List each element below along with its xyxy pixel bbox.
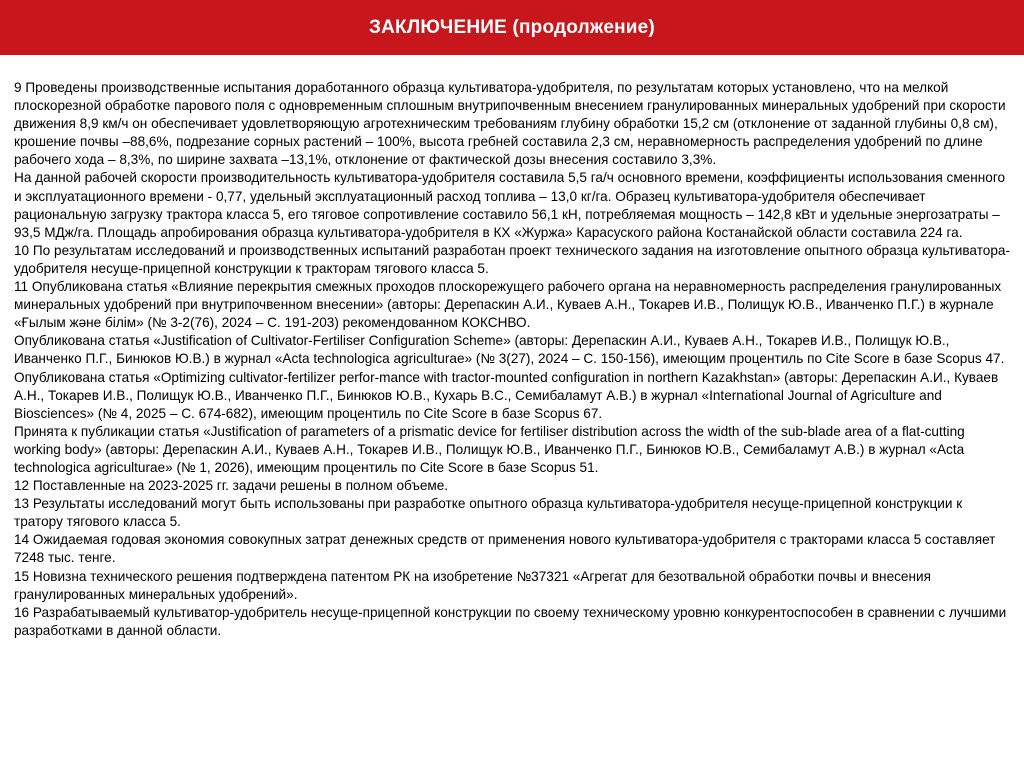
slide-title: ЗАКЛЮЧЕНИЕ (продолжение): [369, 16, 655, 38]
paragraph-item-10: 10 По результатам исследований и производственных испытаний разработан проект технического задания на изготовление опытного образца культиватора-удобрителя несуще-прицепной конструкции к тракторам тягового класса 5.: [14, 242, 1010, 276]
paragraph-item-12: 12 Поставленные на 2023-2025 гг. задачи решены в полном объеме.: [14, 478, 449, 494]
paragraph-item-16: 16 Разрабатываемый культиватор-удобритель несуще-прицепной конструкции по своему техническому уровню конкурентоспособен в сравнении с лучшими разработками в данной области.: [14, 604, 1007, 638]
conclusion-body: [14, 79, 1010, 640]
paragraph-item-15: 15 Новизна технического решения подтверждена патентом РК на изобретение №37321 «Агрегат для безотвальной обработки почвы и внесения гранулированных минеральных удобрений».: [14, 568, 931, 602]
paragraph-item-9: 9 Проведены производственные испытания доработанного образца культиватора-удобрителя, по результатам которых установлено, что на мелкой плоскорезной обработке парового поля с одновременным сплошным внутрипочвенным внесением гранулированных минеральных удобрений при скорости движения 8,9 км/ч он обеспечивает удовлетворяющую агротехническим требованиям глубину обработки 15,2 см (отклонение от заданной глубины 0,8 см), крошение почвы –88,6%, подрезание сорных растений – 100%, высота гребней составила 2,3 см, неравномерность распределения удобрений по длине рабочего хода – 8,3%, по ширине захвата –13,1%, отклонение от фактической дозы внесения составило 3,3%.: [14, 80, 1006, 168]
paragraph-publication-acta-2024: Опубликована статья «Justification of Cultivator-Fertiliser Configuration Scheme» (авторы: Дерепаскин А.И., Куваев А.Н., Токарев И.В., Полищук Ю.В., Иванченко П.Г., Бинюков Ю.В.) в журнал «Acta technologica agriculturae» (№ 3(27), 2024 – С. 150-156), имеющим процентиль по Cite Score в базе Scopus 47.: [14, 333, 1005, 367]
paragraph-productivity: На данной рабочей скорости производительность культиватора-удобрителя составила 5,5 га/ч основного времени, коэффициенты использования сменного и эксплуатационного времени - 0,77, удельный эксплуатационный расход топлива – 13,0 кг/га. Образец культиватора-удобрителя обеспечивает рациональную загрузку трактора класса 5, его тяговое сопротивление составило 56,1 кН, потребляемая мощность – 142,8 кВт и удельные энергозатраты – 93,5 МДж/га. Площадь апробирования образца культиватора-удобрителя в КХ «Журжа» Карасуского района Костанайской области составила 224 га.: [14, 170, 1006, 240]
paragraph-publication-acta-2026: Принята к публикации статья «Justification of parameters of a prismatic device for fertiliser distribution across the width of the sub-blade area of a flat-cutting working body» (авторы: Дерепаскин А.И., Куваев А.Н., Токарев И.В., Полищук Ю.В., Иванченко П.Г., Бинюков Ю.В., Семибаламут А.В.) в журнал «Acta technologica agriculturae» (№ 1, 2026), имеющим процентиль по Cite Score в базе Scopus 51.: [14, 423, 965, 475]
paragraph-publication-ijab-2025: Опубликована статья «Optimizing cultivator-fertilizer perfor-mance with tractor-mounted configuration in northern Kazakhstan» (авторы: Дерепаскин А.И., Куваев А.Н., Токарев И.В., Полищук Ю.В., Иванченко П.Г., Бинюков Ю.В., Кухарь В.С., Семибаламут А.В.) в журнал «International Journal of Agriculture and Biosciences» (№ 4, 2025 – С. 674-682), имеющим процентиль по Cite Score в базе Scopus 67.: [14, 369, 999, 421]
paragraph-item-13: 13 Результаты исследований могут быть использованы при разработке опытного образца культиватора-удобрителя несуще-прицепной конструкции к тратору тягового класса 5.: [14, 496, 963, 530]
paragraph-item-14: 14 Ожидаемая годовая экономия совокупных затрат денежных средств от применения нового культиватора-удобрителя с тракторами класса 5 составляет 7248 тыс. тенге.: [14, 532, 996, 566]
title-bar: [0, 0, 1024, 55]
paragraph-item-11: 11 Опубликована статья «Влияние перекрытия смежных проходов плоскорежущего рабочего органа на неравномерность распределения гранулированных минеральных удобрений при внутрипочвенном внесении» (авторы: Дерепаскин А.И., Куваев А.Н., Токарев И.В., Полищук Ю.В., Иванченко П.Г.) в журнале «Ғылым және білім» (№ 3-2(76), 2024 – С. 191-203) рекомендованном КОКСНВО.: [14, 279, 1002, 331]
